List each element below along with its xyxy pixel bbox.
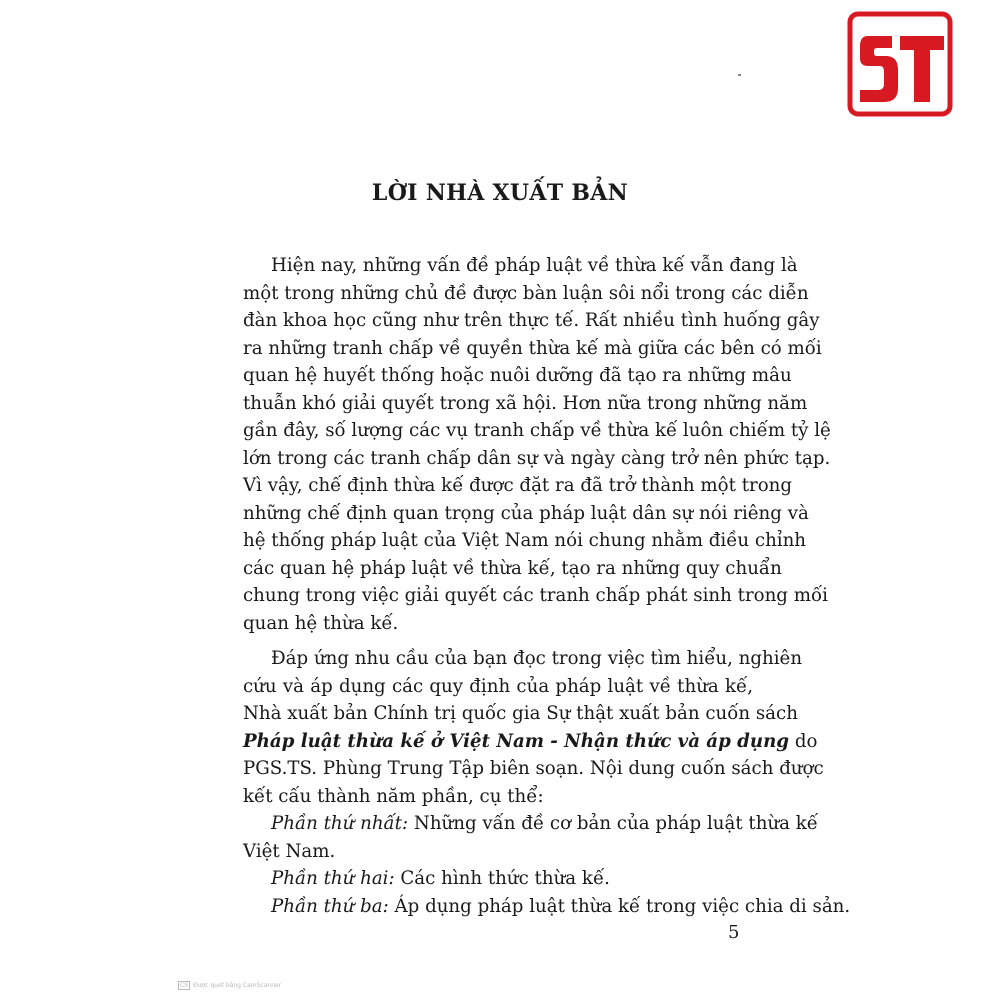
publisher-logo [846, 10, 954, 118]
body-text [243, 252, 851, 920]
text-fragment: Những vấn đề cơ bản của pháp luật thừa kế [408, 813, 818, 834]
text-line-part-one [243, 810, 818, 838]
text-line: đàn khoa học cũng như trên thực tế. Rất nhiều tình huống gây [243, 310, 820, 331]
text-line: Vì vậy, chế định thừa kế được đặt ra đã trở thành một trong [243, 475, 792, 496]
part-label: Phần thứ hai: [271, 868, 395, 889]
text-line: hệ thống pháp luật của Việt Nam nói chung nhằm điều chỉnh [243, 530, 807, 551]
text-line: quan hệ thừa kế. [243, 612, 399, 634]
text-line: những chế định quan trọng của pháp luật dân sự nói riêng và [243, 502, 809, 524]
part-label: Phần thứ nhất: [271, 813, 409, 834]
text-line: các quan hệ pháp luật về thừa kế, tạo ra những quy chuẩn [243, 557, 782, 579]
part-label: Phần thứ ba: [271, 895, 389, 917]
text-line: Việt Nam. [243, 840, 336, 862]
text-fragment: do [789, 730, 818, 752]
text-fragment: Các hình thức thừa kế. [394, 868, 610, 889]
text-line: một trong những chủ đề được bàn luận sôi nổi trong các diễn [243, 282, 809, 304]
text-line-part-three [243, 893, 851, 921]
text-line-part-two [243, 865, 753, 893]
text-fragment: Áp dụng pháp luật thừa kế trong việc chia di sản. [388, 895, 851, 917]
page-title: LỜI NHÀ XUẤT BẢN [371, 180, 629, 206]
text-line: chung trong việc giải quyết các tranh chấp phát sinh trong mối [243, 585, 828, 606]
text-line: thuẫn khó giải quyết trong xã hội. Hơn nữa trong những năm [243, 392, 808, 414]
text-line-book-title [243, 728, 818, 756]
scanner-watermark [178, 981, 281, 990]
book-title: Pháp luật thừa kế ở Việt Nam - Nhận thức và áp dụng [243, 730, 790, 752]
text-line: Nhà xuất bản Chính trị quốc gia Sự thật xuất bản cuốn sách [243, 703, 798, 724]
text-line: ra những tranh chấp về quyền thừa kế mà giữa các bên có mối [243, 337, 822, 359]
scan-speck [738, 74, 741, 76]
scanner-badge: CS [180, 982, 188, 989]
text-line: quan hệ huyết thống hoặc nuôi dưỡng đã tạo ra những mâu [243, 365, 792, 386]
text-line: Hiện nay, những vấn đề pháp luật về thừa kế vẫn đang là [271, 255, 798, 276]
text-line: cứu và áp dụng các quy định của pháp luật về thừa kế, [243, 675, 753, 697]
page-number: 5 [728, 922, 740, 943]
text-line: kết cấu thành năm phần, cụ thể: [243, 785, 544, 807]
scanner-text: Được quét bằng CamScanner [193, 982, 282, 989]
text-line: gần đây, số lượng các vụ tranh chấp về thừa kế luôn chiếm tỷ lệ [243, 420, 831, 441]
text-line: Đáp ứng nhu cầu của bạn đọc trong việc tìm hiểu, nghiên [271, 648, 803, 669]
text-line: lớn trong các tranh chấp dân sự và ngày càng trở nên phức tạp. [243, 447, 831, 469]
text-line: PGS.TS. Phùng Trung Tập biên soạn. Nội dung cuốn sách được [243, 758, 824, 779]
